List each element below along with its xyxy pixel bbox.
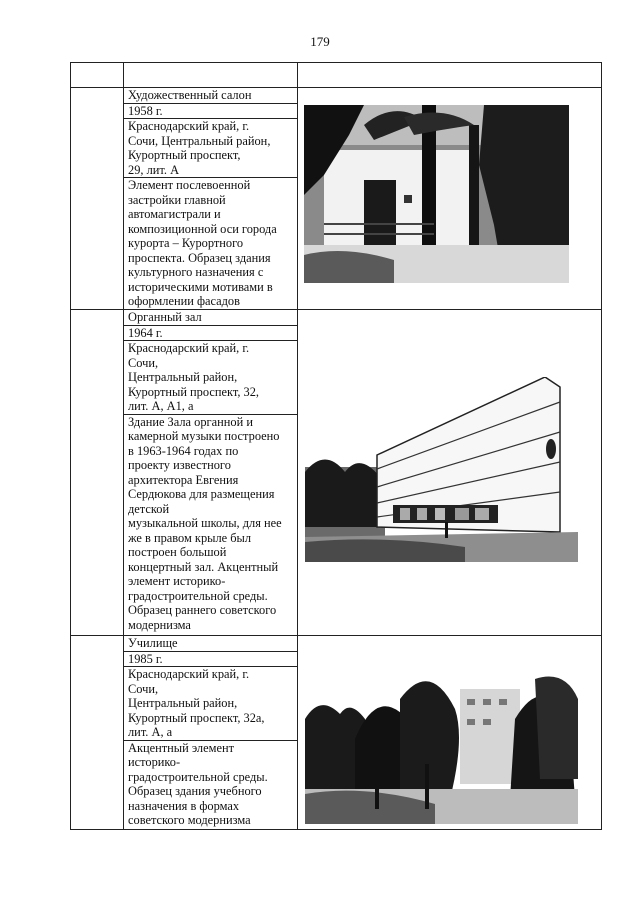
object-name: Училище	[124, 636, 297, 652]
photo-cell	[298, 88, 602, 310]
object-description: Здание Зала органной и камерной музыки построено в 1963-1964 годах по проекту известного архитектора Евгения Сердюкова для размещения детской музыкальной школы, для нее же в правом крыле был пострoен большой концертный зал. Акцентный элемент историко- градостроительной среды. Образец раннего советского модернизма	[128, 414, 282, 632]
info-cell	[124, 88, 298, 310]
table-row	[71, 310, 602, 636]
photo-art-salon	[304, 105, 569, 283]
photo-cell	[298, 636, 602, 830]
object-year: 1958 г.	[124, 104, 297, 120]
table-header-row	[71, 63, 602, 88]
photo-college	[305, 659, 578, 824]
register-table	[70, 62, 602, 830]
number-cell	[71, 310, 124, 636]
table-row	[71, 636, 602, 830]
object-description: Акцентный элемент историко- градостроительной среды. Образец здания учебного назначения в формах советского модернизма	[128, 740, 268, 827]
number-cell	[71, 88, 124, 310]
number-cell	[71, 636, 124, 830]
table-row	[71, 88, 602, 310]
object-name: Органный зал	[124, 310, 297, 326]
object-address: Краснодарский край, г. Сочи, Центральный район, Курортный проспект, 32а, лит. А, а	[124, 667, 297, 741]
info-cell	[124, 310, 298, 636]
page-number: 179	[310, 34, 330, 49]
object-name: Художественный салон	[124, 88, 297, 104]
object-address: Краснодарский край, г. Сочи, Центральный район, Курортный проспект, 29, лит. А	[124, 119, 297, 178]
object-address: Краснодарский край, г. Сочи, Центральный район, Курортный проспект, 32, лит. А, А1, а	[124, 341, 297, 415]
header-cell-photo	[298, 63, 602, 88]
photo-organ-hall	[305, 377, 578, 562]
object-year: 1964 г.	[124, 326, 297, 342]
header-cell-info	[124, 63, 298, 88]
info-cell	[124, 636, 298, 830]
header-cell-number	[71, 63, 124, 88]
photo-cell	[298, 310, 602, 636]
object-description: Элемент послевоенной застройки главной автомагистрали и композиционной оси города курорта – Курортного проспекта. Образец здания культурного назначения с историческими мотивами в оформлении фасадов	[128, 178, 277, 308]
object-year: 1985 г.	[124, 652, 297, 668]
